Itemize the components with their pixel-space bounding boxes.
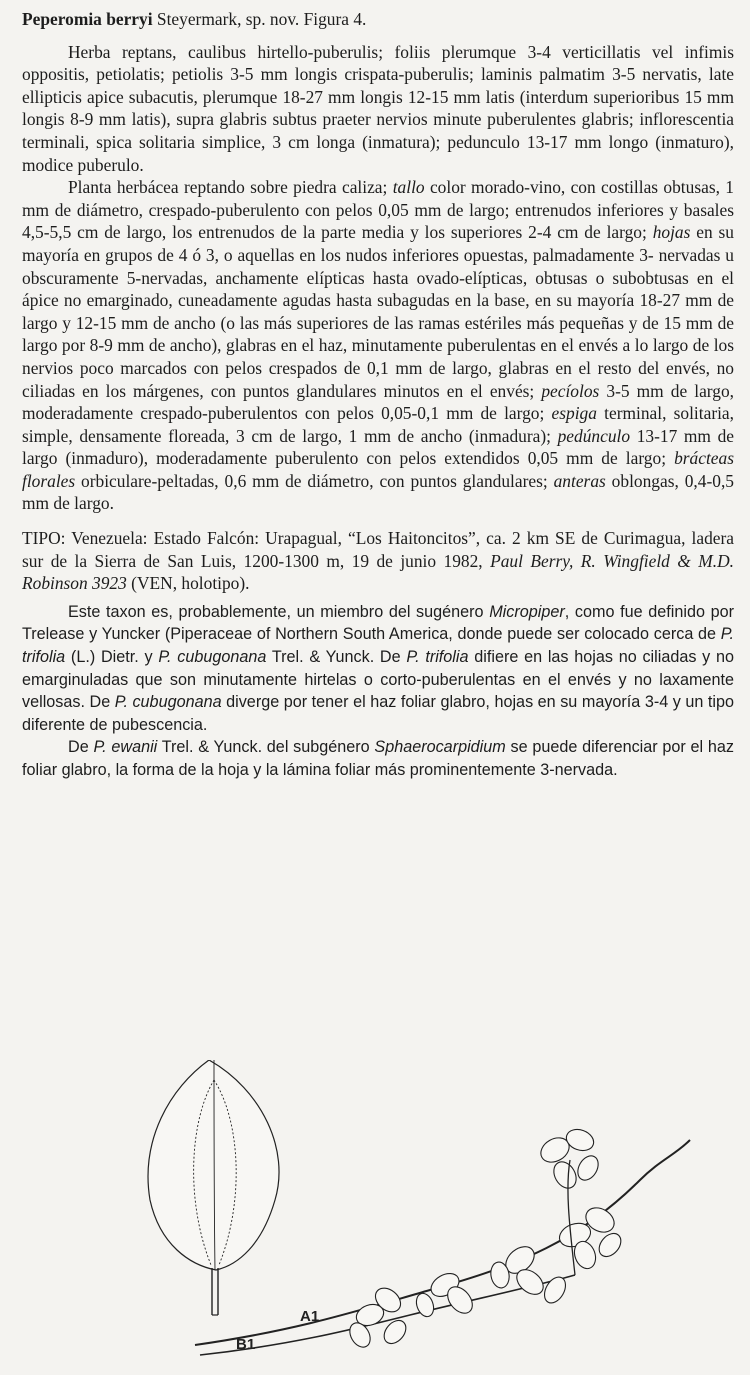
taxon-sphaerocarpidium: Sphaerocarpidium: [374, 738, 506, 757]
taxon-micropiper: Micropiper: [489, 602, 565, 621]
term-espiga: espiga: [551, 403, 597, 424]
desc-text: 3-5 mm de largo, moderadamente crespado-puberulentos con pelos 0,05-0,1 mm de largo;: [22, 380, 735, 424]
term-peciolos: pecíolos: [541, 380, 600, 401]
desc-text: color morado-vino, con costillas obtusas, 1 mm de diámetro, crespado-puberulento con pelos 0,05 mm de largo; entrenudos inferiores y basales 4,5-5,5 cm de largo, los entrenudos de la parte media y los superiores 2-4 cm de largo;: [22, 177, 734, 243]
taxon-cubugonana: P. cubugonana: [114, 693, 222, 712]
text-body: [22, 8, 734, 782]
term-anteras: anteras: [553, 470, 606, 491]
disc-text: Trel. & Yunck. del subgénero: [157, 738, 375, 757]
term-bracteas: brácteas florales: [22, 448, 734, 491]
desc-text: 13-17 mm de largo (inmaduro), moderadamente puberulento con pelos extendidos 0,05 mm de largo;: [22, 425, 734, 469]
disc-text: De: [68, 738, 94, 757]
taxon-trifolia: P. trifolia: [406, 648, 469, 667]
leaf-detail-b1: [148, 1060, 279, 1315]
desc-text: Planta herbácea reptando sobre piedra caliza;: [68, 177, 393, 198]
disc-text: Trel. & Yunck. De: [266, 648, 407, 667]
disc-text: , como fue definido por Trelease y Yuncker (Piperaceae of Northern South America, donde puede ser colocado cerca de: [22, 602, 734, 644]
species-authority: Steyermark, sp. nov. Figura 4.: [152, 9, 367, 29]
tipo-label: TIPO: [22, 528, 61, 549]
plant-drawing: [0, 1060, 750, 1375]
latin-diagnosis: Herba reptans, caulibus hirtello-puberulis; foliis plerumque 3-4 verticillatis vel infimis oppositis, petiolatis; petiolis 3-5 mm longis crispata-puberulis; laminis palmatim 3-5 nervatis, late ellipticis apice subacutis, plerumque 18-27 mm longis 12-15 mm latis (interdum superioribus 15 mm longis 8-9 mm latis), supra glabris subtus praeter nervios minute puberulentes glabris; inflorescentia terminali, spica solitaria simplice, 3 cm longa (inmatura); pedunculo 13-17 mm longo (inmaturo), modice puberulo.: [22, 41, 734, 175]
term-tallo: tallo: [392, 177, 425, 198]
disc-text: se puede diferenciar por el haz foliar glabro, la forma de la hoja y la lámina foliar más prominentemente 3-nervada.: [22, 738, 734, 779]
tipo-herbarium: (VEN, holotipo).: [126, 573, 250, 594]
label-b1: B1: [236, 1336, 256, 1353]
disc-text: Este taxon es, probablemente, un miembro del sugénero: [68, 602, 490, 621]
taxon-ewanii: P. ewanii: [93, 738, 158, 757]
species-name: Peperomia berryi: [22, 9, 153, 29]
desc-text: orbiculare-peltadas, 0,6 mm de diámetro, con puntos glandulares;: [75, 470, 554, 491]
label-a1: A1: [300, 1308, 320, 1325]
term-pedunculo: pedúnculo: [557, 425, 631, 446]
taxon-trifolia: P. trifolia: [22, 625, 734, 667]
disc-text: (L.) Dietr. y: [65, 648, 159, 667]
discussion-section: [22, 601, 734, 782]
species-heading: [22, 8, 734, 31]
type-specimen: [22, 527, 734, 595]
tipo-collectors: Paul Berry, R. Wingfield & M.D. Robinson 3923: [22, 550, 734, 594]
spanish-description: [22, 176, 734, 515]
tipo-text: : Venezuela: Estado Falcón: Urapagual, “Los Haitoncitos”, ca. 2 km SE de Curimagua, ladera sur de la Sierra de San Luis, 1200-1300 m, 19 de junio 1982,: [22, 528, 734, 571]
disc-text: diverge por tener el haz foliar glabro, hojas en su mayoría 3-4 y un tipo diferente de pubescencia.: [22, 693, 735, 734]
desc-text: terminal, solitaria, simple, densamente floreada, 3 cm de largo, 1 mm de ancho (inmadura);: [22, 403, 735, 446]
discussion-paragraph-1: [22, 601, 734, 737]
taxon-cubugonana: P. cubugonana: [158, 648, 267, 667]
discussion-paragraph-2: [22, 736, 734, 781]
desc-text: oblongas, 0,4-0,5 mm de largo.: [22, 470, 734, 514]
desc-text: en su mayoría en grupos de 4 ó 3, o aquellas en los nudos inferiores opuestas, palmadamente 3- nervadas u obscuramente 5-nervadas, anchamente elípticas hasta ovado-elípticas, obtusas o subobtusas en el ápice no emarginado, cuneadamente agudas hasta subagudas en la base, en su mayoría 18-27 mm de largo y 12-15 mm de ancho (o las más superiores de las ramas estériles más pequeñas y de 15 mm de largo por 8-9 mm de ancho), glabras en el haz, minutamente puberulentas en el envés a lo largo de los nervios poco marcados con pelos crespados de 0,1 mm de largo, glabras en el resto del envés, no ciliadas en los márgenes, con puntos glandulares minutos en el envés;: [22, 222, 734, 401]
botanical-illustration: [0, 1060, 750, 1375]
term-hojas: hojas: [652, 222, 691, 243]
disc-text: difiere en las hojas no ciliadas y no emarginuladas que son minutamente hirtelas o corto-puberulentas en el envés y no laxamente vellosas. De: [22, 648, 735, 712]
